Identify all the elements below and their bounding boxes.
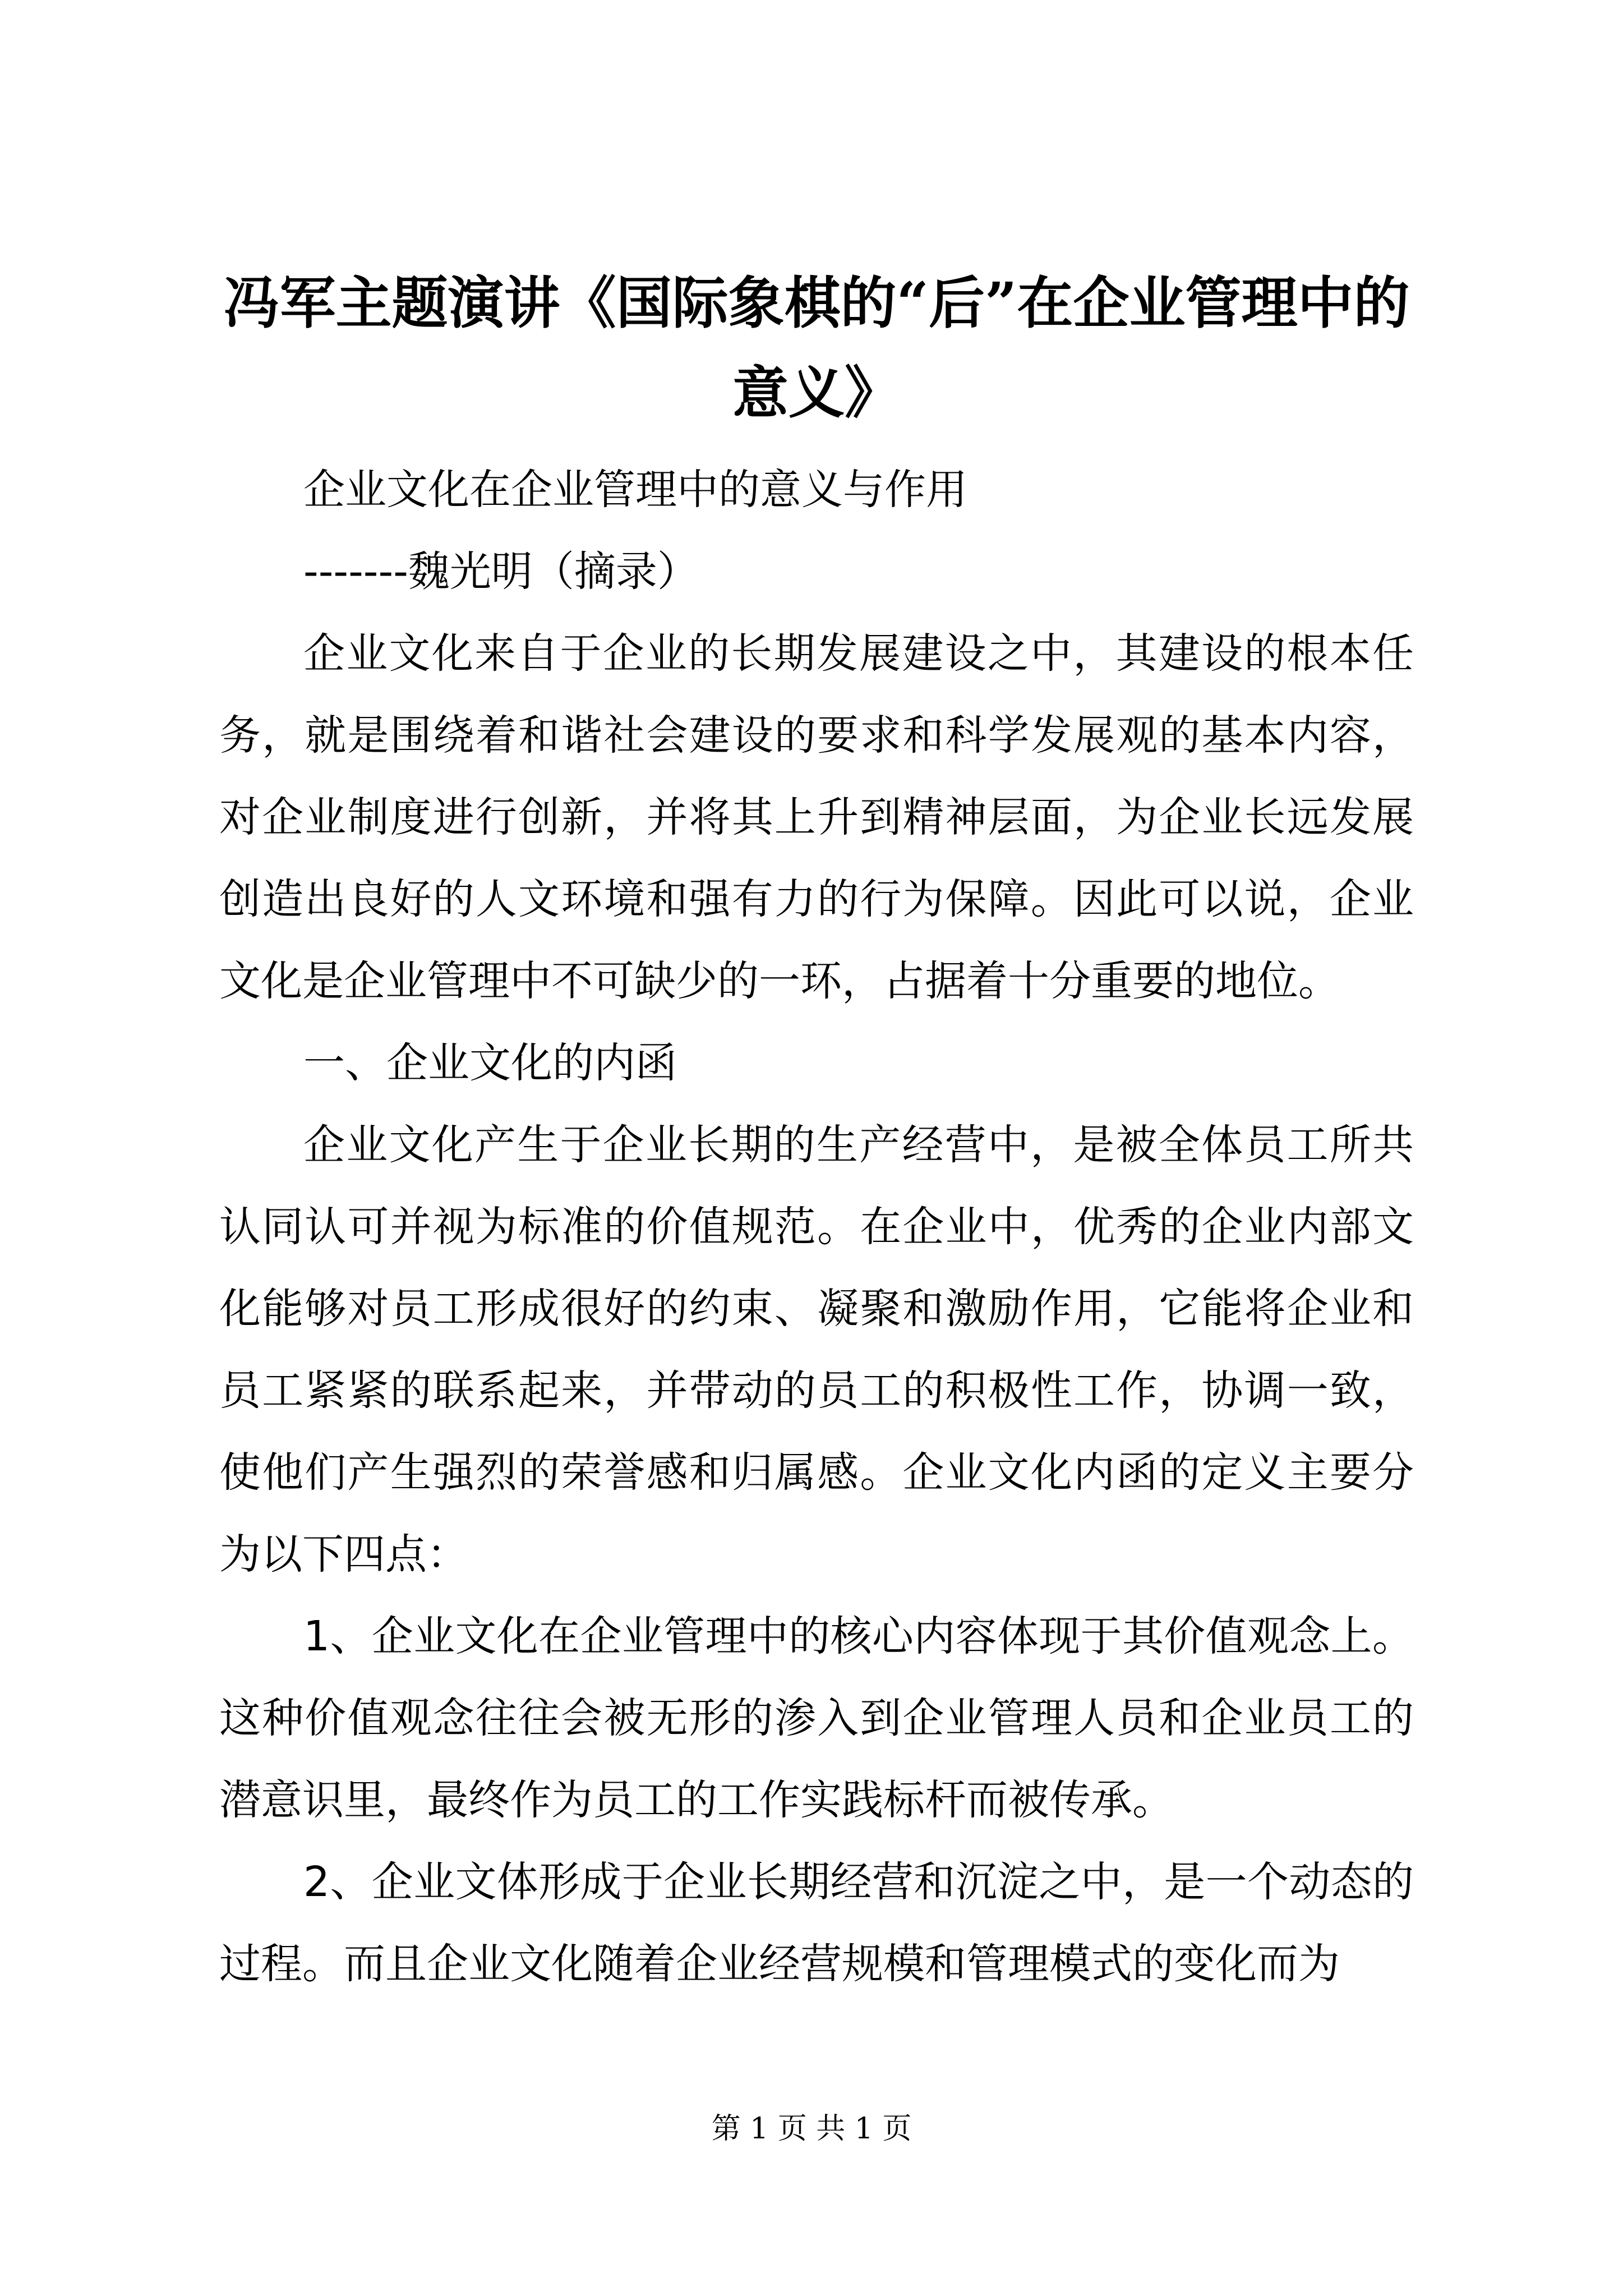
page-footer: 第 1 页 共 1 页 <box>711 2112 912 2146</box>
paragraph-intro: 企业文化来自于企业的长期发展建设之中，其建设的根本任务，就是围绕着和谐社会建设的要求和科学发展观的基本内容，对企业制度进行创新，并将其上升到精神层面，为企业长远发展创造出良好的人文环境和强有力的行为保障。因此可以说，企业文化是企业管理中不可缺少的一环，占据着十分重要的地位。 <box>219 629 1414 1005</box>
document-body <box>219 258 1414 2005</box>
document-subtitle: 企业文化在企业管理中的意义与作用 <box>303 466 967 514</box>
section-heading: 一、企业文化的内函 <box>303 1039 677 1087</box>
list-item-2: 2、企业文体形成于企业长期经营和沉淀之中，是一个动态的过程。而且企业文化随着企业经营规模和管理模式的变化而为 <box>219 1858 1414 1988</box>
author-line: -------魏光明（摘录） <box>303 547 699 596</box>
document-title: 冯军主题演讲《国际象棋的“后”在企业管理中的意义》 <box>223 270 1410 426</box>
paragraph-definition: 企业文化产生于企业长期的生产经营中，是被全体员工所共认同认可并视为标准的价值规范。在企业中，优秀的企业内部文化能够对员工形成很好的约束、凝聚和激励作用，它能将企业和员工紧紧的联系起来，并带动的员工的积极性工作，协调一致，使他们产生强烈的荣誉感和归属感。企业文化内函的定义主要分为以下四点： <box>219 1121 1414 1579</box>
list-item-1: 1、企业文化在企业管理中的核心内容体现于其价值观念上。这种价值观念往往会被无形的渗入到企业管理人员和企业员工的潜意识里，最终作为员工的工作实践标杆而被传承。 <box>219 1612 1414 1824</box>
